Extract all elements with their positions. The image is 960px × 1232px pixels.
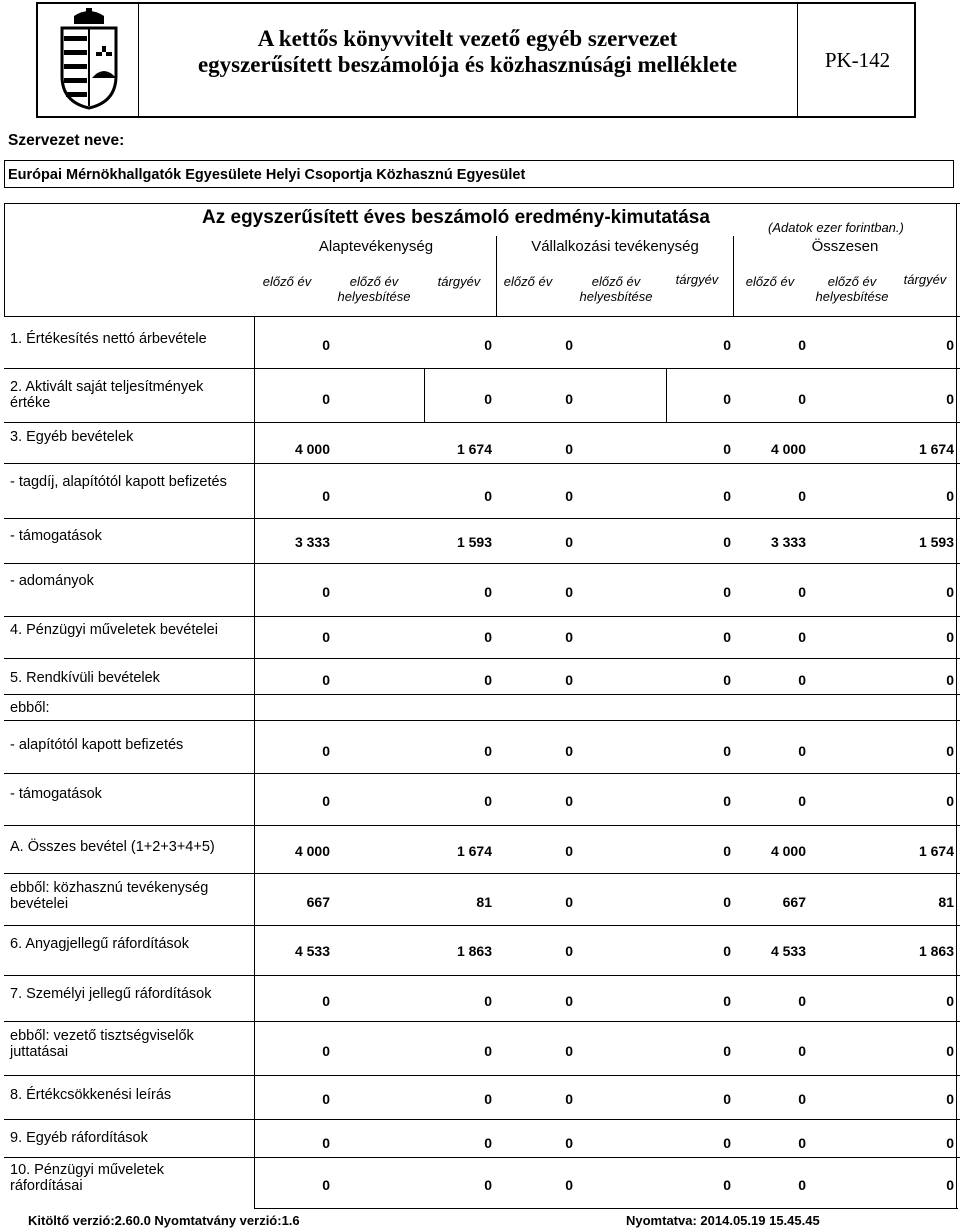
cell-vall-current: 0: [723, 793, 731, 809]
cell-ossz-current: 1 863: [918, 943, 954, 959]
row-divider: [4, 825, 960, 826]
cell-ossz-current: 0: [946, 1091, 954, 1107]
form-title-line1: A kettős könyvvitelt vezető egyéb szervezet: [257, 26, 678, 51]
cell-ossz-current: 1 674: [918, 441, 954, 457]
cell-vall-current: 0: [723, 441, 731, 457]
cell-alap-current: 0: [484, 337, 492, 353]
cell-ossz-prev: 4 000: [770, 441, 806, 457]
cell-vall-current: 0: [723, 1043, 731, 1059]
cell-alap-current: 81: [476, 894, 492, 910]
table-top-border: [4, 203, 960, 204]
cell-alap-prev: 4 000: [294, 843, 330, 859]
cell-alap-prev: 0: [322, 584, 330, 600]
row-label: ebből:: [10, 700, 50, 716]
row-label: - adományok: [10, 573, 94, 589]
table-right-border: [956, 203, 957, 1208]
cell-alap-prev: 0: [322, 337, 330, 353]
form-title-line2: egyszerűsített beszámolója és közhasznúsági melléklete: [197, 52, 738, 77]
cell-vall-prev: 0: [565, 894, 573, 910]
row-label: 9. Egyéb ráfordítások: [10, 1130, 148, 1146]
row-label: 2. Aktivált saját teljesítmények értéke: [10, 379, 204, 411]
subheader-adj-line1: előző év: [827, 274, 877, 289]
row-divider: [4, 1075, 960, 1076]
cell-alap-current: 0: [484, 793, 492, 809]
cell-vall-prev: 0: [565, 629, 573, 645]
cell-ossz-prev: 0: [798, 793, 806, 809]
header-divider-left: [138, 2, 139, 118]
row-label: - tagdíj, alapítótól kapott befizetés: [10, 474, 227, 490]
cell-ossz-current: 0: [946, 1043, 954, 1059]
cell-vall-current: 0: [723, 743, 731, 759]
cell-vall-prev: 0: [565, 488, 573, 504]
row-divider: [4, 616, 960, 617]
cell-alap-prev: 0: [322, 629, 330, 645]
subheader-current-year: tárgyév: [903, 272, 947, 287]
cell-vall-current: 0: [723, 894, 731, 910]
cell-ossz-prev: 3 333: [770, 534, 806, 550]
cell-vall-current: 0: [723, 337, 731, 353]
cell-alap-prev: 0: [322, 743, 330, 759]
cell-vall-current: 0: [723, 843, 731, 859]
cell-alap-current: 0: [484, 672, 492, 688]
subheader-prev-year: előző év: [745, 274, 795, 289]
cell-alap-current: 0: [484, 488, 492, 504]
cell-vall-current: 0: [723, 993, 731, 1009]
cell-ossz-prev: 0: [798, 993, 806, 1009]
cell-vall-current: 0: [723, 391, 731, 407]
cell-alap-prev: 0: [322, 1043, 330, 1059]
subheader-adj-line2: helyesbítése: [579, 289, 653, 304]
cell-vall-prev: 0: [565, 1135, 573, 1151]
cell-ossz-prev: 0: [798, 391, 806, 407]
row-divider: [4, 694, 960, 695]
row-label: A. Összes bevétel (1+2+3+4+5): [10, 839, 215, 855]
cell-alap-prev: 0: [322, 391, 330, 407]
cell-ossz-current: 0: [946, 584, 954, 600]
row-divider: [4, 925, 960, 926]
cell-ossz-prev: 0: [798, 488, 806, 504]
cell-vall-prev: 0: [565, 1177, 573, 1193]
cell-alap-current: 0: [484, 993, 492, 1009]
row-divider: [4, 658, 960, 659]
subheader-adj-line2: helyesbítése: [337, 289, 411, 304]
cell-ossz-prev: 0: [798, 629, 806, 645]
cell-ossz-prev: 0: [798, 1091, 806, 1107]
unit-note: (Adatok ezer forintban.): [768, 220, 904, 235]
row-label: 10. Pénzügyi műveletek ráfordításai: [10, 1162, 164, 1194]
cell-alap-current: 1 863: [456, 943, 492, 959]
cell-vall-current: 0: [723, 629, 731, 645]
cell-ossz-prev: 0: [798, 672, 806, 688]
group-divider-2: [733, 236, 734, 316]
cell-alap-current: 0: [484, 629, 492, 645]
cell-alap-current: 0: [484, 1043, 492, 1059]
row-label: 7. Személyi jellegű ráfordítások: [10, 986, 212, 1002]
form-title: [140, 26, 795, 78]
cell-ossz-current: 0: [946, 1177, 954, 1193]
cell-alap-current: 1 593: [456, 534, 492, 550]
cell-alap-prev: 0: [322, 793, 330, 809]
cell-ossz-current: 0: [946, 488, 954, 504]
cell-vall-prev: 0: [565, 943, 573, 959]
cell-vall-prev: 0: [565, 1091, 573, 1107]
header-divider-right: [797, 2, 798, 118]
org-name: Európai Mérnökhallgatók Egyesülete Helyi Csoportja Közhasznú Egyesület: [8, 167, 526, 183]
row-label: 6. Anyagjellegű ráfordítások: [10, 936, 189, 952]
row-label: - alapítótól kapott befizetés: [10, 737, 184, 753]
cell-alap-current: 0: [484, 743, 492, 759]
cell-ossz-prev: 0: [798, 743, 806, 759]
row-label: 5. Rendkívüli bevételek: [10, 670, 160, 686]
cell-vall-prev: 0: [565, 843, 573, 859]
row-label: ebből: vezető tisztségviselők juttatásai: [10, 1028, 194, 1060]
group-header-osszesen: Összesen: [811, 238, 879, 255]
cell-alap-prev: 667: [306, 894, 330, 910]
table-bottom-border: [254, 1208, 958, 1209]
row-divider: [4, 773, 960, 774]
cell-alap-current: 0: [484, 584, 492, 600]
cell-vall-current: 0: [723, 672, 731, 688]
cell-alap-current: 1 674: [456, 843, 492, 859]
row-label: 3. Egyéb bevételek: [10, 429, 134, 445]
row-divider: [4, 1157, 960, 1158]
row-divider: [4, 720, 960, 721]
subheader-adj-line1: előző év: [591, 274, 641, 289]
cell-ossz-current: 1 674: [918, 843, 954, 859]
cell-ossz-prev: 0: [798, 1177, 806, 1193]
cell-vall-current: 0: [723, 534, 731, 550]
cell-vall-prev: 0: [565, 672, 573, 688]
cell-vall-current: 0: [723, 488, 731, 504]
cell-ossz-current: 0: [946, 1135, 954, 1151]
cell-ossz-current: 0: [946, 391, 954, 407]
footer-version: Kitöltő verzió:2.60.0 Nyomtatvány verzió:1.6: [28, 1213, 300, 1228]
row-label: - támogatások: [10, 528, 102, 544]
row-divider: [4, 463, 960, 464]
group-header-vallalkozasi: Vállalkozási tevékenység: [531, 238, 699, 255]
cell-vall-current: 0: [723, 584, 731, 600]
row-divider: [4, 422, 960, 423]
cell-ossz-current: 0: [946, 743, 954, 759]
cell-ossz-current: 0: [946, 337, 954, 353]
row-divider: [4, 518, 960, 519]
cell-vall-prev: 0: [565, 534, 573, 550]
cell-ossz-current: 1 593: [918, 534, 954, 550]
footer-printed: Nyomtatva: 2014.05.19 15.45.45: [626, 1213, 820, 1228]
cell-vall-current: 0: [723, 1135, 731, 1151]
cell-vall-prev: 0: [565, 993, 573, 1009]
subheader-current-year: tárgyév: [437, 274, 481, 289]
table-left-border: [4, 203, 5, 316]
table-title: Az egyszerűsített éves beszámoló eredmény-kimutatása: [202, 207, 710, 228]
coat-of-arms-emblem: [56, 6, 122, 110]
cell-alap-current: 0: [484, 1091, 492, 1107]
subheader-current-year: tárgyév: [675, 272, 719, 287]
row-label: ebből: közhasznú tevékenység bevételei: [10, 880, 209, 912]
row-label: - támogatások: [10, 786, 102, 802]
cell-alap-prev: 0: [322, 1177, 330, 1193]
group-header-alaptevekenyseg: Alaptevékenység: [318, 238, 434, 255]
cell-vall-current: 0: [723, 1091, 731, 1107]
subheader-prev-adjustment: [326, 274, 422, 304]
cell-vall-prev: 0: [565, 1043, 573, 1059]
subheader-prev-year: előző év: [503, 274, 553, 289]
cell-ossz-prev: 0: [798, 584, 806, 600]
cell-vall-prev: 0: [565, 337, 573, 353]
row-divider: [4, 368, 960, 369]
cell-ossz-prev: 0: [798, 1135, 806, 1151]
subheader-prev-adjustment: [568, 274, 664, 304]
row-divider: [4, 975, 960, 976]
cell-alap-prev: 0: [322, 672, 330, 688]
cell-ossz-prev: 4 533: [770, 943, 806, 959]
cell-ossz-prev: 0: [798, 337, 806, 353]
row-label: 8. Értékcsökkenési leírás: [10, 1087, 172, 1103]
row-divider: [4, 873, 960, 874]
row-label: 1. Értékesítés nettó árbevétele: [10, 331, 207, 347]
cell-alap-prev: 4 533: [294, 943, 330, 959]
subheader-adj-line1: előző év: [349, 274, 399, 289]
cell-vall-prev: 0: [565, 391, 573, 407]
cell-ossz-current: 0: [946, 793, 954, 809]
subheader-adj-line2: helyesbítése: [815, 289, 889, 304]
cell-alap-prev: 4 000: [294, 441, 330, 457]
cell-ossz-current: 0: [946, 629, 954, 645]
row-divider: [4, 563, 960, 564]
subheader-prev-year: előző év: [262, 274, 312, 289]
row-divider: [4, 1021, 960, 1022]
cell-ossz-prev: 0: [798, 1043, 806, 1059]
subheader-prev-adjustment: [804, 274, 900, 304]
cell-alap-prev: 0: [322, 1135, 330, 1151]
cell-vall-prev: 0: [565, 743, 573, 759]
cell-ossz-current: 0: [946, 993, 954, 1009]
cell-alap-current: 1 674: [456, 441, 492, 457]
row-divider: [4, 1119, 960, 1120]
cell-vall-current: 0: [723, 1177, 731, 1193]
cell-vall-prev: 0: [565, 793, 573, 809]
org-label: Szervezet neve:: [8, 132, 125, 149]
cell-alap-prev: 0: [322, 488, 330, 504]
cell-ossz-current: 81: [938, 894, 954, 910]
cell-alap-current: 0: [484, 1177, 492, 1193]
row-label: 4. Pénzügyi műveletek bevételei: [10, 622, 218, 638]
cell-ossz-prev: 667: [782, 894, 806, 910]
cell-alap-prev: 0: [322, 993, 330, 1009]
cell-alap-prev: 0: [322, 1091, 330, 1107]
cell-ossz-current: 0: [946, 672, 954, 688]
cell-ossz-prev: 4 000: [770, 843, 806, 859]
form-code: PK-142: [824, 48, 891, 72]
cell-vall-prev: 0: [565, 584, 573, 600]
cell-alap-current: 0: [484, 391, 492, 407]
cell-vall-prev: 0: [565, 441, 573, 457]
table-header-bottom-border: [4, 316, 960, 317]
cell-alap-current: 0: [484, 1135, 492, 1151]
cell-alap-prev: 3 333: [294, 534, 330, 550]
cell-vall-current: 0: [723, 943, 731, 959]
